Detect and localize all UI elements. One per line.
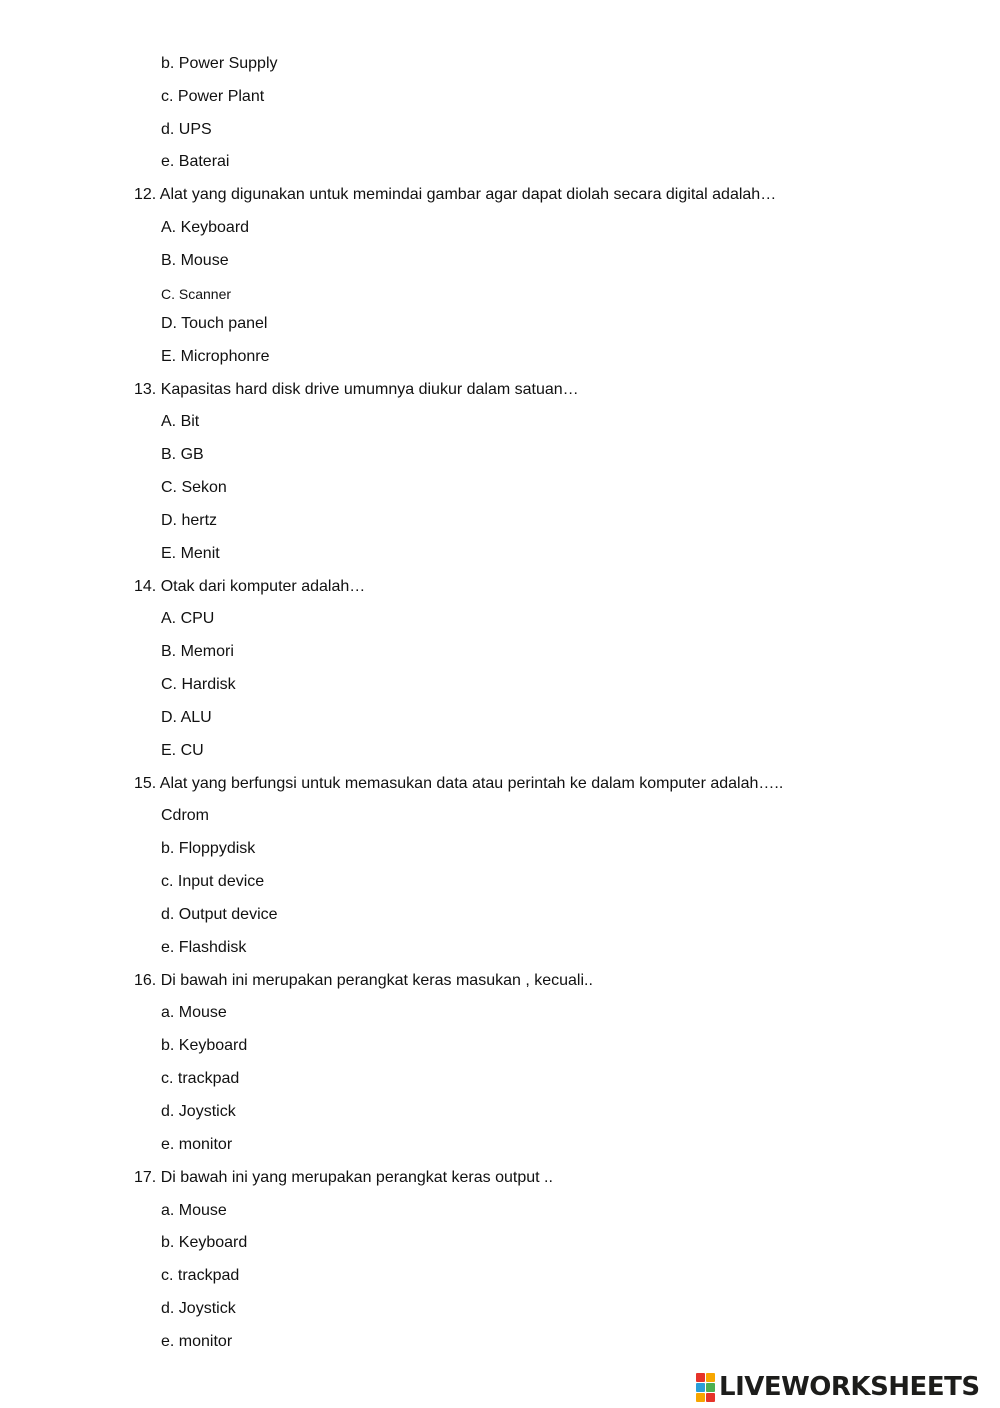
- option-15-c: c. Input device: [161, 873, 265, 890]
- option-12-a: A. Keyboard: [161, 219, 250, 236]
- question-12-text: 12. Alat yang digunakan untuk memindai gambar agar dapat diolah secara digital adalah…: [134, 186, 777, 203]
- option-17-e: e. monitor: [161, 1333, 233, 1350]
- option-13-e: E. Menit: [161, 545, 220, 562]
- logo-block: [696, 1393, 705, 1402]
- option-16-e: e. monitor: [161, 1136, 233, 1153]
- option-11-d: d. UPS: [161, 121, 212, 138]
- option-17-b: b. Keyboard: [161, 1234, 248, 1251]
- option-11-c: c. Power Plant: [161, 88, 265, 105]
- option-13-a: A. Bit: [161, 413, 200, 430]
- option-13-d: D. hertz: [161, 512, 218, 529]
- question-15-text: 15. Alat yang berfungsi untuk memasukan data atau perintah ke dalam komputer adalah…..: [134, 775, 784, 792]
- logo-block: [696, 1383, 705, 1392]
- logo-block: [706, 1373, 715, 1382]
- question-16-text: 16. Di bawah ini merupakan perangkat keras masukan , kecuali..: [134, 972, 593, 989]
- option-16-d: d. Joystick: [161, 1103, 236, 1120]
- option-11-e: e. Baterai: [161, 153, 230, 170]
- logo-block: [706, 1393, 715, 1402]
- option-14-c: C. Hardisk: [161, 676, 236, 693]
- liveworksheets-logo: [696, 1372, 980, 1402]
- option-16-b: b. Keyboard: [161, 1037, 248, 1054]
- option-12-e: E. Microphonre: [161, 348, 270, 365]
- option-12-c: C. Scanner: [161, 286, 232, 302]
- option-14-a: A. CPU: [161, 610, 215, 627]
- option-15-d: d. Output device: [161, 906, 278, 923]
- option-17-a: a. Mouse: [161, 1202, 227, 1219]
- option-15-e: e. Flashdisk: [161, 939, 247, 956]
- question-14-text: 14. Otak dari komputer adalah…: [134, 578, 366, 595]
- option-15-a: Cdrom: [161, 807, 210, 824]
- logo-block: [696, 1373, 705, 1382]
- option-11-b: b. Power Supply: [161, 55, 278, 72]
- option-17-d: d. Joystick: [161, 1300, 236, 1317]
- question-17-text: 17. Di bawah ini yang merupakan perangkat keras output ..: [134, 1169, 553, 1186]
- logo-block: [706, 1383, 715, 1392]
- option-13-c: C. Sekon: [161, 479, 227, 496]
- option-17-c: c. trackpad: [161, 1267, 240, 1284]
- logo-blocks-icon: [696, 1373, 715, 1402]
- option-14-e: E. CU: [161, 742, 204, 759]
- option-12-d: D. Touch panel: [161, 315, 268, 332]
- option-16-c: c. trackpad: [161, 1070, 240, 1087]
- option-13-b: B. GB: [161, 446, 204, 463]
- option-14-b: B. Memori: [161, 643, 234, 660]
- option-16-a: a. Mouse: [161, 1004, 227, 1021]
- option-12-b: B. Mouse: [161, 252, 229, 269]
- option-15-b: b. Floppydisk: [161, 840, 256, 857]
- logo-text: LIVEWORKSHEETS: [719, 1372, 980, 1402]
- question-13-text: 13. Kapasitas hard disk drive umumnya diukur dalam satuan…: [134, 381, 579, 398]
- option-14-d: D. ALU: [161, 709, 212, 726]
